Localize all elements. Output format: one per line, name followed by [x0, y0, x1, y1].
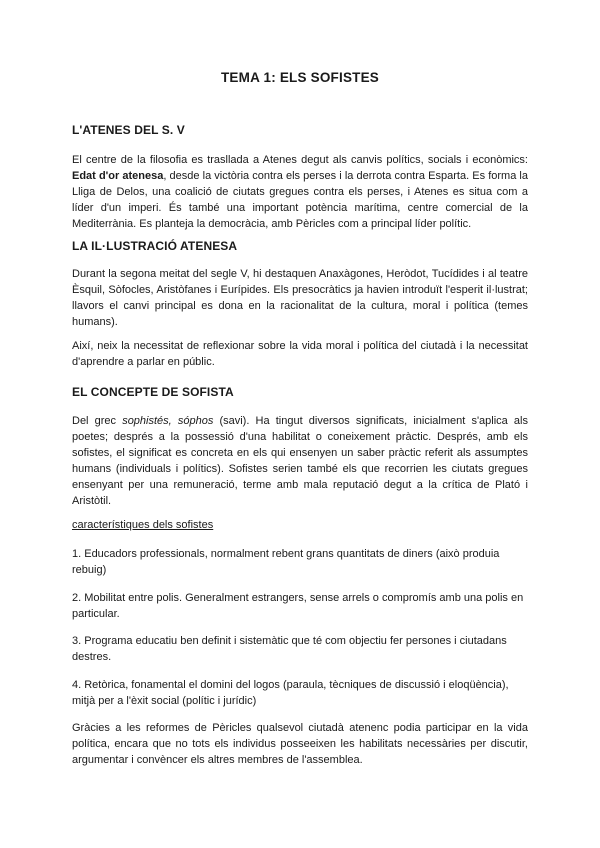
paragraph-text: El centre de la filosofia es trasllada a Atenes degut als canvis polítics, socials i econòmics:: [72, 154, 528, 166]
page-title: TEMA 1: ELS SOFISTES: [220, 70, 380, 85]
list-item: 2. Mobilitat entre polis. Generalment estrangers, sense arrels o compromís amb una polis en particular.: [72, 592, 524, 620]
subheading-caracteristiques: característiques dels sofistes: [72, 519, 214, 531]
paragraph-concepte: [72, 413, 528, 509]
paragraph-illustracio-1: Durant la segona meitat del segle V, hi destaquen Anaxàgones, Heròdot, Tucídides i al teatre Èsquil, Sòfocles, Aristòfanes i Eurípides. Els presocràtics ja havien introduït l'esperit il·lustrat; llavors el canvi principal es dona en la racionalitat de la cultura, moral i política (temes humans).: [72, 268, 528, 328]
section-heading-illustracio: LA IL·LUSTRACIÓ ATENESA: [72, 239, 238, 253]
list-item: 1. Educadors professionals, normalment rebent grans quantitats de diners (això produia rebuig): [72, 548, 500, 576]
list-item: 4. Retòrica, fonamental el domini del logos (paraula, tècniques de discussió i eloqüència), mitjà per a l'èxit social (polític i jurídic): [72, 679, 509, 707]
paragraph-text: (savi). Ha tingut diversos significats, inicialment s'aplica als poetes; després a la possessió d'una habilitat o coneixement pràctic. Després, amb els sofistes, el significat es concreta en els qui ensenyen un saber pràctic referit als assumptes humans (individuals i polítics). Sofistes serien també els que recorrien les ciutats gregues ensenyant per una remuneració, terme amb mala reputació degut a la crítica de Plató i Aristòtil.: [72, 415, 528, 507]
section-heading-concepte: EL CONCEPTE DE SOFISTA: [72, 385, 234, 399]
bold-term: Edat d'or atenesa: [72, 170, 164, 182]
paragraph-atenes: [72, 152, 528, 232]
section-heading-atenes: L'ATENES DEL S. V: [72, 123, 185, 137]
paragraph-text: , desde la victòria contra els perses i la derrota contra Esparta. Es forma la Lliga de Delos, una coalició de ciutats gregues contra els perses, i Atenes es situa com a líder d'un imperi. És també una important potència marítima, centre comercial de la Mediterrània. Es planteja la democràcia, amb Pèricles com a principal líder polític.: [72, 170, 528, 230]
paragraph-closing: Gràcies a les reformes de Pèricles qualsevol ciutadà atenenc podia participar en la vida política, encara que no tots els individus posseeixen les habilitats necessàries per discutir, argumentar i convèncer els altres membres de l'assemblea.: [72, 722, 528, 766]
paragraph-text: Del grec: [72, 415, 123, 427]
italic-term: sophistés, sóphos: [122, 415, 214, 427]
paragraph-illustracio-2: Així, neix la necessitat de reflexionar sobre la vida moral i política del ciutadà i la necessitat d'aprendre a parlar en públic.: [72, 340, 528, 368]
list-item: 3. Programa educatiu ben definit i sistemàtic que té com objectiu fer persones i ciutadans destres.: [72, 635, 507, 663]
